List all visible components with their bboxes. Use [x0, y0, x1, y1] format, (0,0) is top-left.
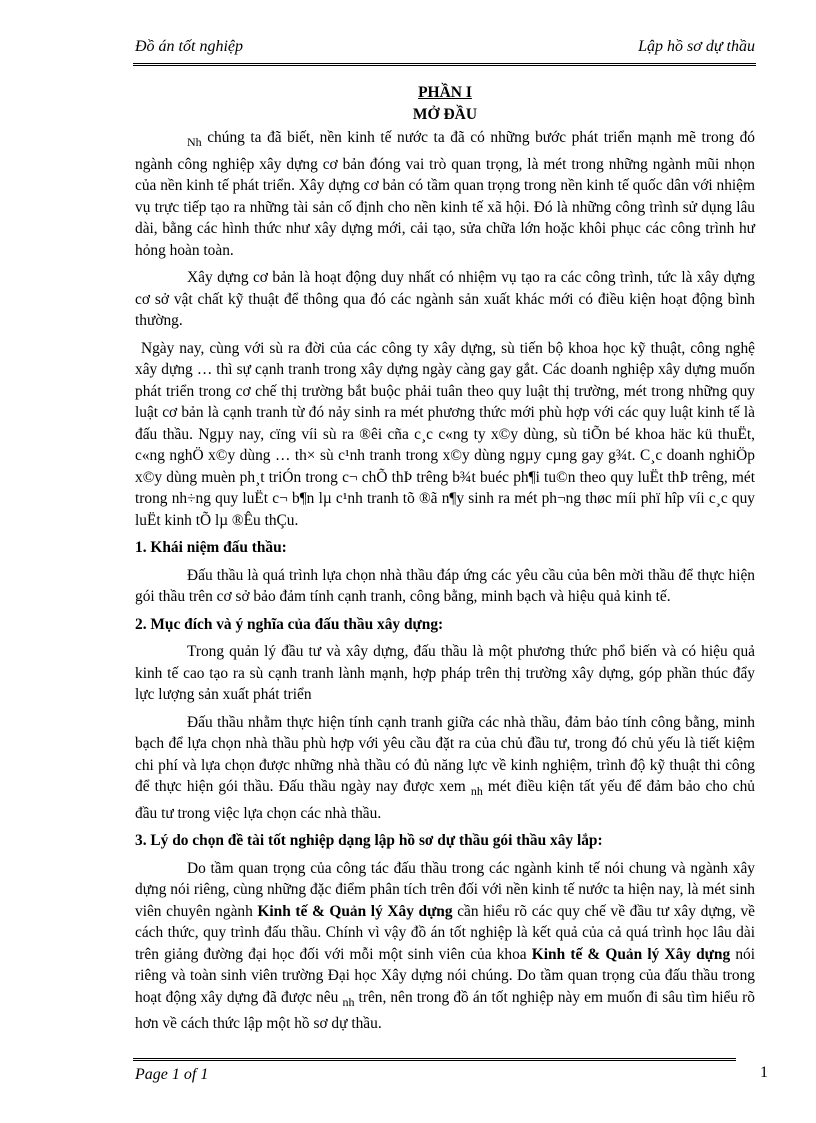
s3-nh: nh: [342, 994, 355, 1009]
s3-bold-2: Kinh tế & Quản lý Xây dựng: [531, 945, 731, 963]
s3-b: cần hiểu rõ các quy chế về đầu tư xây dựng, về cách thức, quy trình đấu thầu. Chính vì vậy đồ án tốt nghiệp là kết quả của cả quá trình học lâu dài trên giảng đường đại học đối với mỗi một sinh viên của khoa: [135, 902, 755, 963]
footer-rule: [133, 1058, 736, 1061]
section-2-paragraph-2: [135, 712, 755, 825]
part-title: PHẦN I: [418, 84, 472, 101]
section-3-paragraph: [135, 858, 755, 1035]
s3-d: trên, nên trong đồ án tốt nghiệp này em muốn đi sâu tìm hiểu rõ hơn về cách thức lập một hồ sơ dự thầu.: [135, 988, 755, 1032]
section-3-title: 3. Lý do chọn đề tài tốt nghiệp dạng lập hồ sơ dự thầu gói thầu xây lắp:: [135, 832, 603, 849]
s2p2-a: Đấu thầu nhằm thực hiện tính cạnh tranh giữa các nhà thầu, đảm bảo tính công bằng, minh bạch để lựa chọn nhà thầu phù hợp với yêu cầu đặt ra của chủ đầu tư, trong đó chủ yếu là tiết kiệm chi phí và lựa chọn được những nhà thầu có đủ năng lực về kinh nghiệm, trình độ kỹ thuật thi công để thực hiện gói thầu. Đấu thầu ngày nay được xem: [135, 713, 755, 795]
intro-paragraph-3: Ngày nay, cùng với sù ra đời của các công ty xây dựng, sù tiến bộ khoa học kỹ thuật, công nghệ xây dựng … thì sự cạnh tranh trong xây dựng ngày càng gay gắt. Các doanh nghiệp xây dựng muốn phát triển trong cơ chế thị trường bắt buộc phải tuân theo quy luật thị trường, mét trong những quy luật cơ bản là cạnh tranh từ đó nảy sinh ra mét phương thức mới phù hợp với các quy luật kinh tế là đấu thầu. Ngµy nay, cïng víi sù ra ®êi cña c¸c c«ng ty x©y dùng, sù tiÕn bé khoa häc kü thuËt, c«ng nghÖ x©y dùng … th× sù c¹nh tranh trong x©y dùng ngµy cµng gay g¾t. C¸c doanh nghiÖp x©y dùng muèn ph¸t triÓn trong c¬ chÕ thÞ trêng b¾t buéc ph¶i tu©n theo quy luËt thÞ trêng, mét trong nh÷ng quy luËt c¬ b¶n lµ c¹nh tranh tõ ®ã n¶y sinh ra mét ph¬ng thøc míi phï hîp víi c¸c quy luËt kinh tÕ lµ ®Êu thÇu.: [135, 339, 755, 529]
intro-p1-text: chúng ta đã biết, nền kinh tế nước ta đã có những bước phát triển mạnh mẽ trong đó ngành công nghiệp xây dựng cơ bản đóng vai trò quan trọng, là mét trong những ngành mũi nhọn của nền kinh tế phát triển. Xây dựng cơ bản có tầm quan trọng trong nền kinh tế quốc dân với nhiệm vụ trực tiếp tạo ra những tài sản cố định cho nền kinh tế xã hội. Đó là những công trình sử dụng lâu dài, bằng các hình thức như xây dựng mới, cải tạo, sửa chữa lớn hoặc khôi phục các công trình hư hỏng hoàn toàn.: [135, 129, 755, 259]
s3-c: nói riêng và toàn sinh viên trường Đại học Xây dựng nói chúng. Do tầm quan trọng của đấu thầu trong hoạt động xây dựng đã được nêu: [135, 945, 755, 1006]
header-rule: [133, 63, 756, 66]
page-number: 1: [760, 1064, 768, 1081]
page-header: [135, 38, 755, 64]
header-left: Đồ án tốt nghiệp: [135, 38, 243, 55]
intro-paragraph-1: [135, 127, 755, 261]
intro-lead: Nh: [187, 135, 202, 149]
s3-a: Do tầm quan trọng của công tác đấu thầu trong các ngành kinh tế nói chung và ngành xây dựng nói riêng, cùng những đặc điểm phân tích trên đối với nền kinh tế nước ta hiện nay, là mét sinh viên chuyên ngành: [135, 859, 755, 920]
intro-paragraph-2: Xây dựng cơ bản là hoạt động duy nhất có nhiệm vụ tạo ra các công trình, tức là xây dựng cơ sở vật chất kỹ thuật để thông qua đó các ngành sản xuất khác mới có điều kiện hoạt động bình thường.: [135, 269, 755, 329]
section-1-title: 1. Khái niệm đấu thầu:: [135, 539, 287, 556]
document-body: [135, 82, 755, 1041]
header-right: Lập hồ sơ dự thầu: [638, 38, 755, 55]
s2p2-b: mét điều kiện tất yếu để đảm bảo cho chủ đầu tư trong việc lựa chọn các nhà thầu.: [135, 778, 755, 822]
s2p2-nh: nh: [470, 784, 483, 798]
section-1-paragraph: Đấu thầu là quá trình lựa chọn nhà thầu đáp ứng các yêu cầu của bên mời thầu để thực hiện gói thầu trên cơ sở bảo đảm tính cạnh tranh, công bằng, minh bạch và hiệu quả kinh tế.: [135, 566, 755, 605]
section-2-title: 2. Mục đích và ý nghĩa của đấu thầu xây dựng:: [135, 615, 444, 633]
footer-page-label: Page 1 of 1: [135, 1066, 209, 1083]
s3-bold-1: Kinh tế & Quản lý Xây dựng: [257, 902, 453, 920]
part-subtitle: MỞ ĐẦU: [412, 105, 478, 123]
section-2-paragraph-1: Trong quản lý đầu tư và xây dựng, đấu thầu là một phương thức phổ biến và có hiệu quả kinh tế cao tạo ra sù cạnh tranh lành mạnh, hợp pháp trên thị trường xây dựng, góp phần thúc đẩy lực lượng sản xuất phát triển: [135, 643, 755, 703]
